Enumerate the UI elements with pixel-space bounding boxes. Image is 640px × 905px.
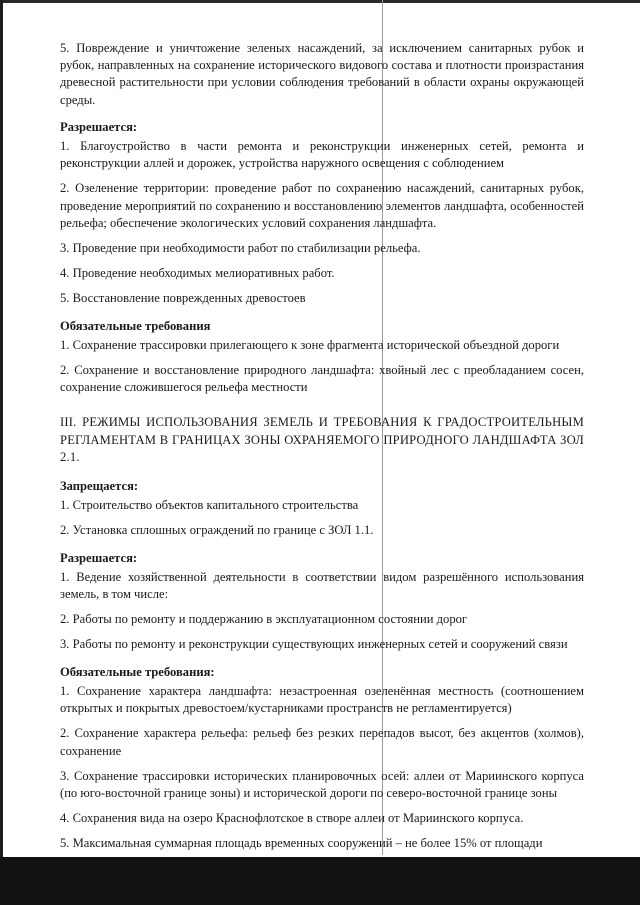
scan-edge-left [0, 0, 3, 905]
paragraph-zone-allowed-1: 1. Ведение хозяйственной деятельности в соответствии видом разрешённого использования земель, в том числе: [60, 569, 584, 602]
paragraph-allowed-4: 4. Проведение необходимых мелиоративных работ. [60, 266, 335, 281]
paragraph-required-2: 2. Сохранение и восстановление природного ландшафта: хвойный лес с преобладанием сосен, сохранение сложившегося рельефа местности [60, 363, 584, 395]
scan-edge-top [0, 0, 640, 3]
paragraph-allowed-3: 3. Проведение при необходимости работ по стабилизации рельефа. [60, 241, 421, 256]
paragraph-forbidden-2: 2. Установка сплошных ограждений по границе с ЗОЛ 1.1. [60, 523, 374, 538]
paragraph-zone-required-4: 4. Сохранения вида на озеро Краснофлотское в створе аллеи от Мариинского корпуса. [60, 811, 524, 826]
paragraph-zone-required-2: 2. Сохранение характера рельефа: рельеф без резких перепадов высот, без акцентов (холмов), сохранение [60, 726, 584, 758]
paragraph-zone-required-3: 3. Сохранение трассировки исторических планировочных осей: аллеи от Мариинского корпуса (по юго-восточной границе зоны) и исторической дороги по северо-восточной границе зоны [60, 768, 584, 800]
section-title: III. РЕЖИМЫ ИСПОЛЬЗОВАНИЯ ЗЕМЕЛЬ И ТРЕБОВАНИЯ К ГРАДОСТРОИТЕЛЬНЫМ РЕГЛАМЕНТАМ В ГРАНИЦАХ ЗОНЫ ОХРАНЯЕМОГО ПРИРОДНОГО ЛАНДШАФТА ЗОЛ 2.1. [60, 415, 584, 464]
heading-allowed: Разрешается: [60, 119, 138, 134]
paragraph-required-1: 1. Сохранение трассировки прилегающего к зоне фрагмента исторической объездной дороги [60, 337, 560, 352]
paragraph-forbidden-1: 1. Строительство объектов капитального строительства [60, 498, 359, 513]
paragraph-zone-allowed-3: 3. Работы по ремонту и реконструкции существующих инженерных сетей и сооружений связи [60, 637, 568, 652]
document-body [60, 40, 584, 858]
heading-required: Обязательные требования [60, 318, 211, 333]
paragraph-zone-required-5: 5. Максимальная суммарная площадь временных сооружений – не более 15% от площади [60, 836, 543, 851]
paragraph-zone-allowed-2: 2. Работы по ремонту и поддержанию в эксплуатационном состоянии дорог [60, 612, 468, 627]
heading-allowed-zone: Разрешается: [60, 550, 138, 565]
paragraph-allowed-1: 1. Благоустройство в части ремонта и реконструкции инженерных сетей, ремонта и реконструкции аллей и дорожек, устройства наружного освещения с соблюдением [60, 139, 584, 171]
heading-required-zone: Обязательные требования: [60, 664, 215, 679]
scan-bottom-band [0, 857, 640, 905]
paragraph-allowed-5: 5. Восстановление поврежденных древостоев [60, 291, 306, 306]
heading-forbidden: Запрещается: [60, 479, 139, 494]
paragraph-prohibition-5: 5. Повреждение и уничтожение зеленых насаждений, за исключением санитарных рубок и рубок, направленных на сохранение исторического видового состава и плотности произрастания древесной растительности при условии соблюдения требований в области охраны окружающей среды. [60, 41, 584, 107]
paragraph-allowed-2: 2. Озеленение территории: проведение работ по сохранению насаждений, санитарных рубок, проведение мероприятий по сохранению и восстановлению элементов ландшафта, особенностей рельефа; обеспечение экологических условий сохранения ландшафта. [60, 181, 584, 230]
paragraph-zone-required-1: 1. Сохранение характера ландшафта: незастроенная озеленённая местность (соотношением открытых и покрытых древостоем/кустарниками пространств не регламентируется) [60, 683, 584, 716]
